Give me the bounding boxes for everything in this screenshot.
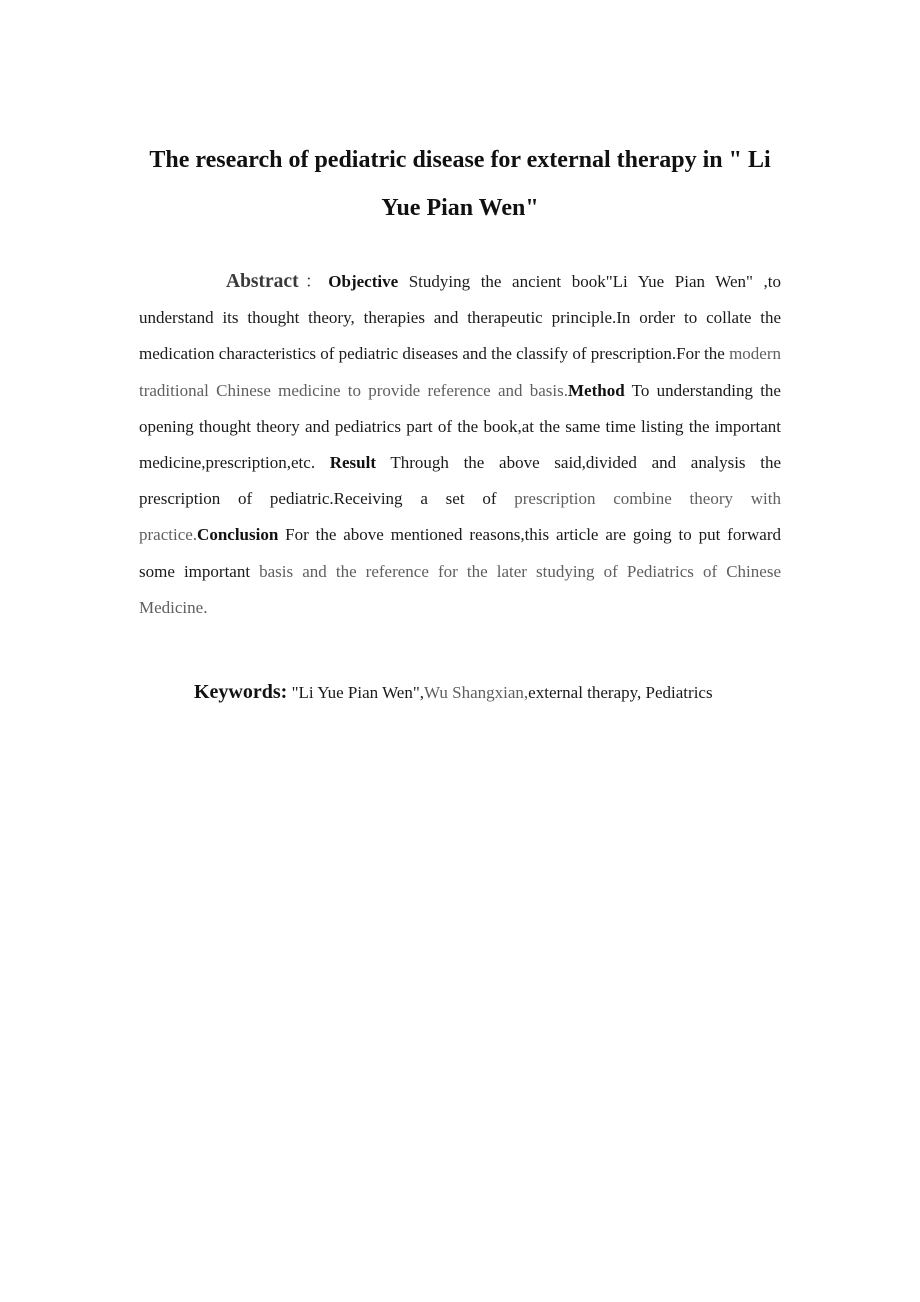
objective-label: Objective xyxy=(328,272,399,291)
keywords-items-before: "Li Yue Pian Wen", xyxy=(287,683,425,702)
keywords-item-gray: Wu Shangxian, xyxy=(424,683,529,702)
objective-text: Studying the ancient book"Li Yue Pian Wen" ,to understand its thought theory, therapies and therapeutic principle.In order to collate the medication characteristics of pediatric diseases and the classify of prescription.For the xyxy=(139,272,782,364)
result-text: Through the above said,divided and analysis the prescription of pediatric.Receiving a set of xyxy=(139,453,781,509)
conclusion-text-gray: basis and the reference for the later studying of Pediatrics of Chinese Medicine. xyxy=(139,561,781,617)
conclusion-text: For the above mentioned reasons,this article are going to put forward some important xyxy=(139,525,781,581)
paper-title: The research of pediatric disease for external therapy in " Li Yue Pian Wen" xyxy=(149,147,771,221)
keywords-label: Keywords: xyxy=(194,681,288,703)
result-text-gray: prescription combine theory with practice. xyxy=(139,489,781,545)
keywords-items-after: external therapy, Pediatrics xyxy=(528,683,713,702)
abstract-label: Abstract xyxy=(226,271,299,292)
objective-text-gray: modern traditional Chinese medicine to provide reference and basis. xyxy=(139,344,782,400)
method-text: To understanding the opening thought theory and pediatrics part of the book,at the same time listing the important medicine,prescription,etc. xyxy=(139,380,781,473)
conclusion-label: Conclusion xyxy=(197,525,279,545)
result-label: Result xyxy=(329,453,377,473)
keywords-line xyxy=(194,674,784,711)
abstract-paragraph xyxy=(139,264,781,626)
method-label: Method xyxy=(568,380,625,400)
abstract-colon: ： xyxy=(298,272,329,291)
